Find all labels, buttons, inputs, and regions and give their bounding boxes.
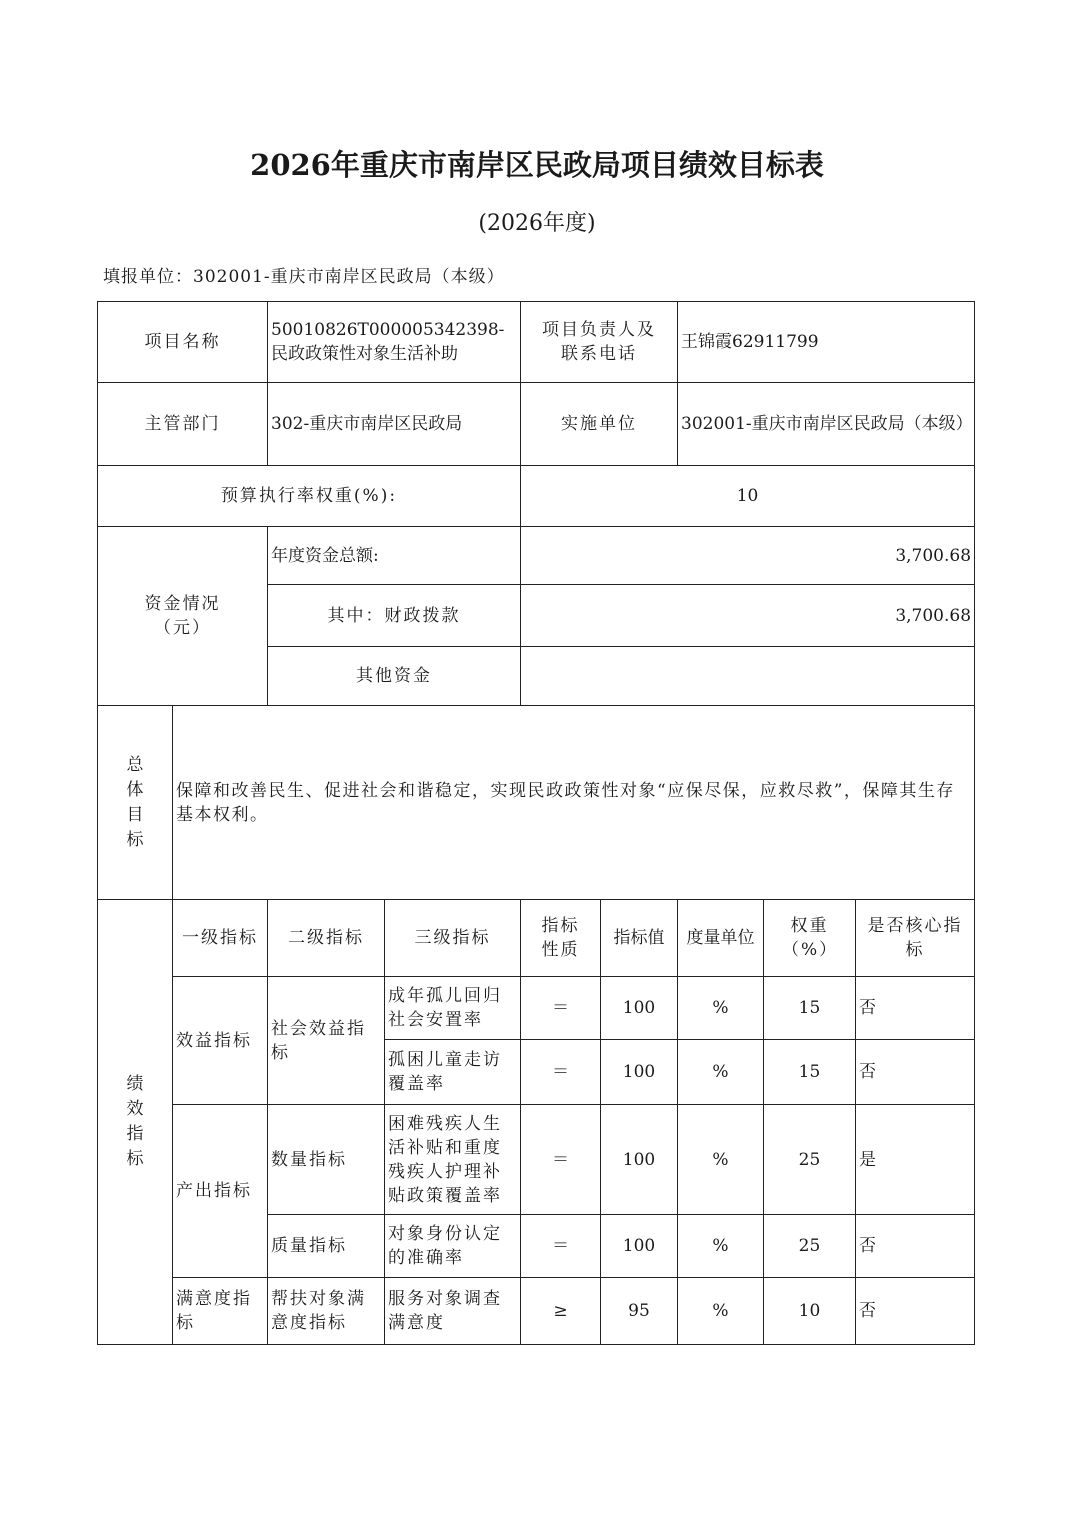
level2-cell: 数量指标: [268, 1105, 385, 1215]
row-budget-weight: [98, 466, 975, 527]
impl-value: 302001-重庆市南岸区民政局（本级）: [678, 383, 975, 466]
document-subtitle: (2026年度): [478, 211, 596, 236]
row-department: [98, 383, 975, 466]
goal-label: [98, 706, 173, 900]
indicators-label-char: 标: [126, 1149, 144, 1169]
row-project-name: [98, 302, 975, 383]
value-cell: 100: [601, 1105, 678, 1215]
level2-cell: 质量指标: [268, 1215, 385, 1278]
goal-label-char: 目: [126, 804, 144, 825]
project-name-label: 项目名称: [98, 302, 268, 383]
header-level3: 三级指标: [385, 900, 521, 977]
header-level2: 二级指标: [268, 900, 385, 977]
header-level1: 一级指标: [173, 900, 268, 977]
header-value: 指标值: [601, 900, 678, 977]
header-unit: 度量单位: [678, 900, 764, 977]
funds-fiscal-label: 其中：财政拨款: [268, 585, 521, 647]
goal-label-char: 标: [126, 829, 144, 850]
weight-cell: 15: [764, 1040, 856, 1105]
goal-label-char: 体: [126, 779, 144, 800]
weight-cell: 10: [764, 1278, 856, 1345]
row-funds-total: [98, 527, 975, 585]
unit-cell: %: [678, 1278, 764, 1345]
level1-cell: 效益指标: [173, 977, 268, 1105]
indicators-label-char: 绩: [126, 1074, 144, 1094]
value-cell: 100: [601, 1040, 678, 1105]
indicator-row: [98, 1105, 975, 1215]
funds-total-value: 3,700.68: [521, 527, 975, 585]
weight-cell: 25: [764, 1215, 856, 1278]
funds-total-label: 年度资金总额:: [268, 527, 521, 585]
level3-cell: 困难残疾人生活补贴和重度残疾人护理补贴政策覆盖率: [385, 1105, 521, 1215]
unit-cell: %: [678, 977, 764, 1040]
unit-cell: %: [678, 1040, 764, 1105]
document-title: 2026年重庆市南岸区民政局项目绩效目标表: [250, 148, 824, 182]
level1-cell: 满意度指标: [173, 1278, 268, 1345]
row-overall-goal: [98, 706, 975, 900]
dept-value: 302-重庆市南岸区民政局: [268, 383, 521, 466]
indicator-header-row: [98, 900, 975, 977]
core-cell: 否: [856, 1040, 975, 1105]
performance-table: [97, 301, 975, 1345]
indicator-row: [98, 1278, 975, 1345]
level3-cell: 孤困儿童走访覆盖率: [385, 1040, 521, 1105]
reporting-unit: 填报单位：302001-重庆市南岸区民政局（本级）: [103, 267, 505, 287]
indicators-label-char: 指: [126, 1124, 144, 1144]
value-cell: 100: [601, 977, 678, 1040]
core-cell: 是: [856, 1105, 975, 1215]
dept-label: 主管部门: [98, 383, 268, 466]
project-name-value: 50010826T000005342398-民政政策性对象生活补助: [268, 302, 521, 383]
core-cell: 否: [856, 1215, 975, 1278]
nature-cell: ＝: [521, 977, 601, 1040]
contact-label: 项目负责人及联系电话: [521, 302, 678, 383]
header-core: 是否核心指标: [856, 900, 975, 977]
weight-cell: 25: [764, 1105, 856, 1215]
indicators-label: [98, 900, 173, 1345]
core-cell: 否: [856, 1278, 975, 1345]
header-nature: 指标性质: [521, 900, 601, 977]
nature-cell: ≥: [521, 1278, 601, 1345]
unit-cell: %: [678, 1215, 764, 1278]
header-weight: 权重（%）: [764, 900, 856, 977]
unit-cell: %: [678, 1105, 764, 1215]
level3-cell: 对象身份认定的准确率: [385, 1215, 521, 1278]
level2-cell: 帮扶对象满意度指标: [268, 1278, 385, 1345]
funds-other-label: 其他资金: [268, 647, 521, 706]
impl-label: 实施单位: [521, 383, 678, 466]
value-cell: 95: [601, 1278, 678, 1345]
indicator-row: [98, 977, 975, 1040]
value-cell: 100: [601, 1215, 678, 1278]
funds-fiscal-value: 3,700.68: [521, 585, 975, 647]
core-cell: 否: [856, 977, 975, 1040]
goal-text: 保障和改善民生、促进社会和谐稳定，实现民政政策性对象“应保尽保，应救尽救”，保障其生存基本权利。: [173, 706, 975, 900]
goal-label-char: 总: [126, 754, 144, 775]
nature-cell: ＝: [521, 1105, 601, 1215]
contact-value: 王锦霞62911799: [678, 302, 975, 383]
level3-cell: 服务对象调查满意度: [385, 1278, 521, 1345]
funds-other-value: [521, 647, 975, 706]
funds-label: 资金情况（元）: [98, 527, 268, 706]
level3-cell: 成年孤儿回归社会安置率: [385, 977, 521, 1040]
level1-cell: 产出指标: [173, 1105, 268, 1278]
weight-cell: 15: [764, 977, 856, 1040]
budget-weight-value: 10: [521, 466, 975, 527]
nature-cell: ＝: [521, 1215, 601, 1278]
level2-cell: 社会效益指标: [268, 977, 385, 1105]
indicators-label-char: 效: [126, 1099, 144, 1119]
nature-cell: ＝: [521, 1040, 601, 1105]
budget-weight-label: 预算执行率权重(%):: [98, 466, 521, 527]
